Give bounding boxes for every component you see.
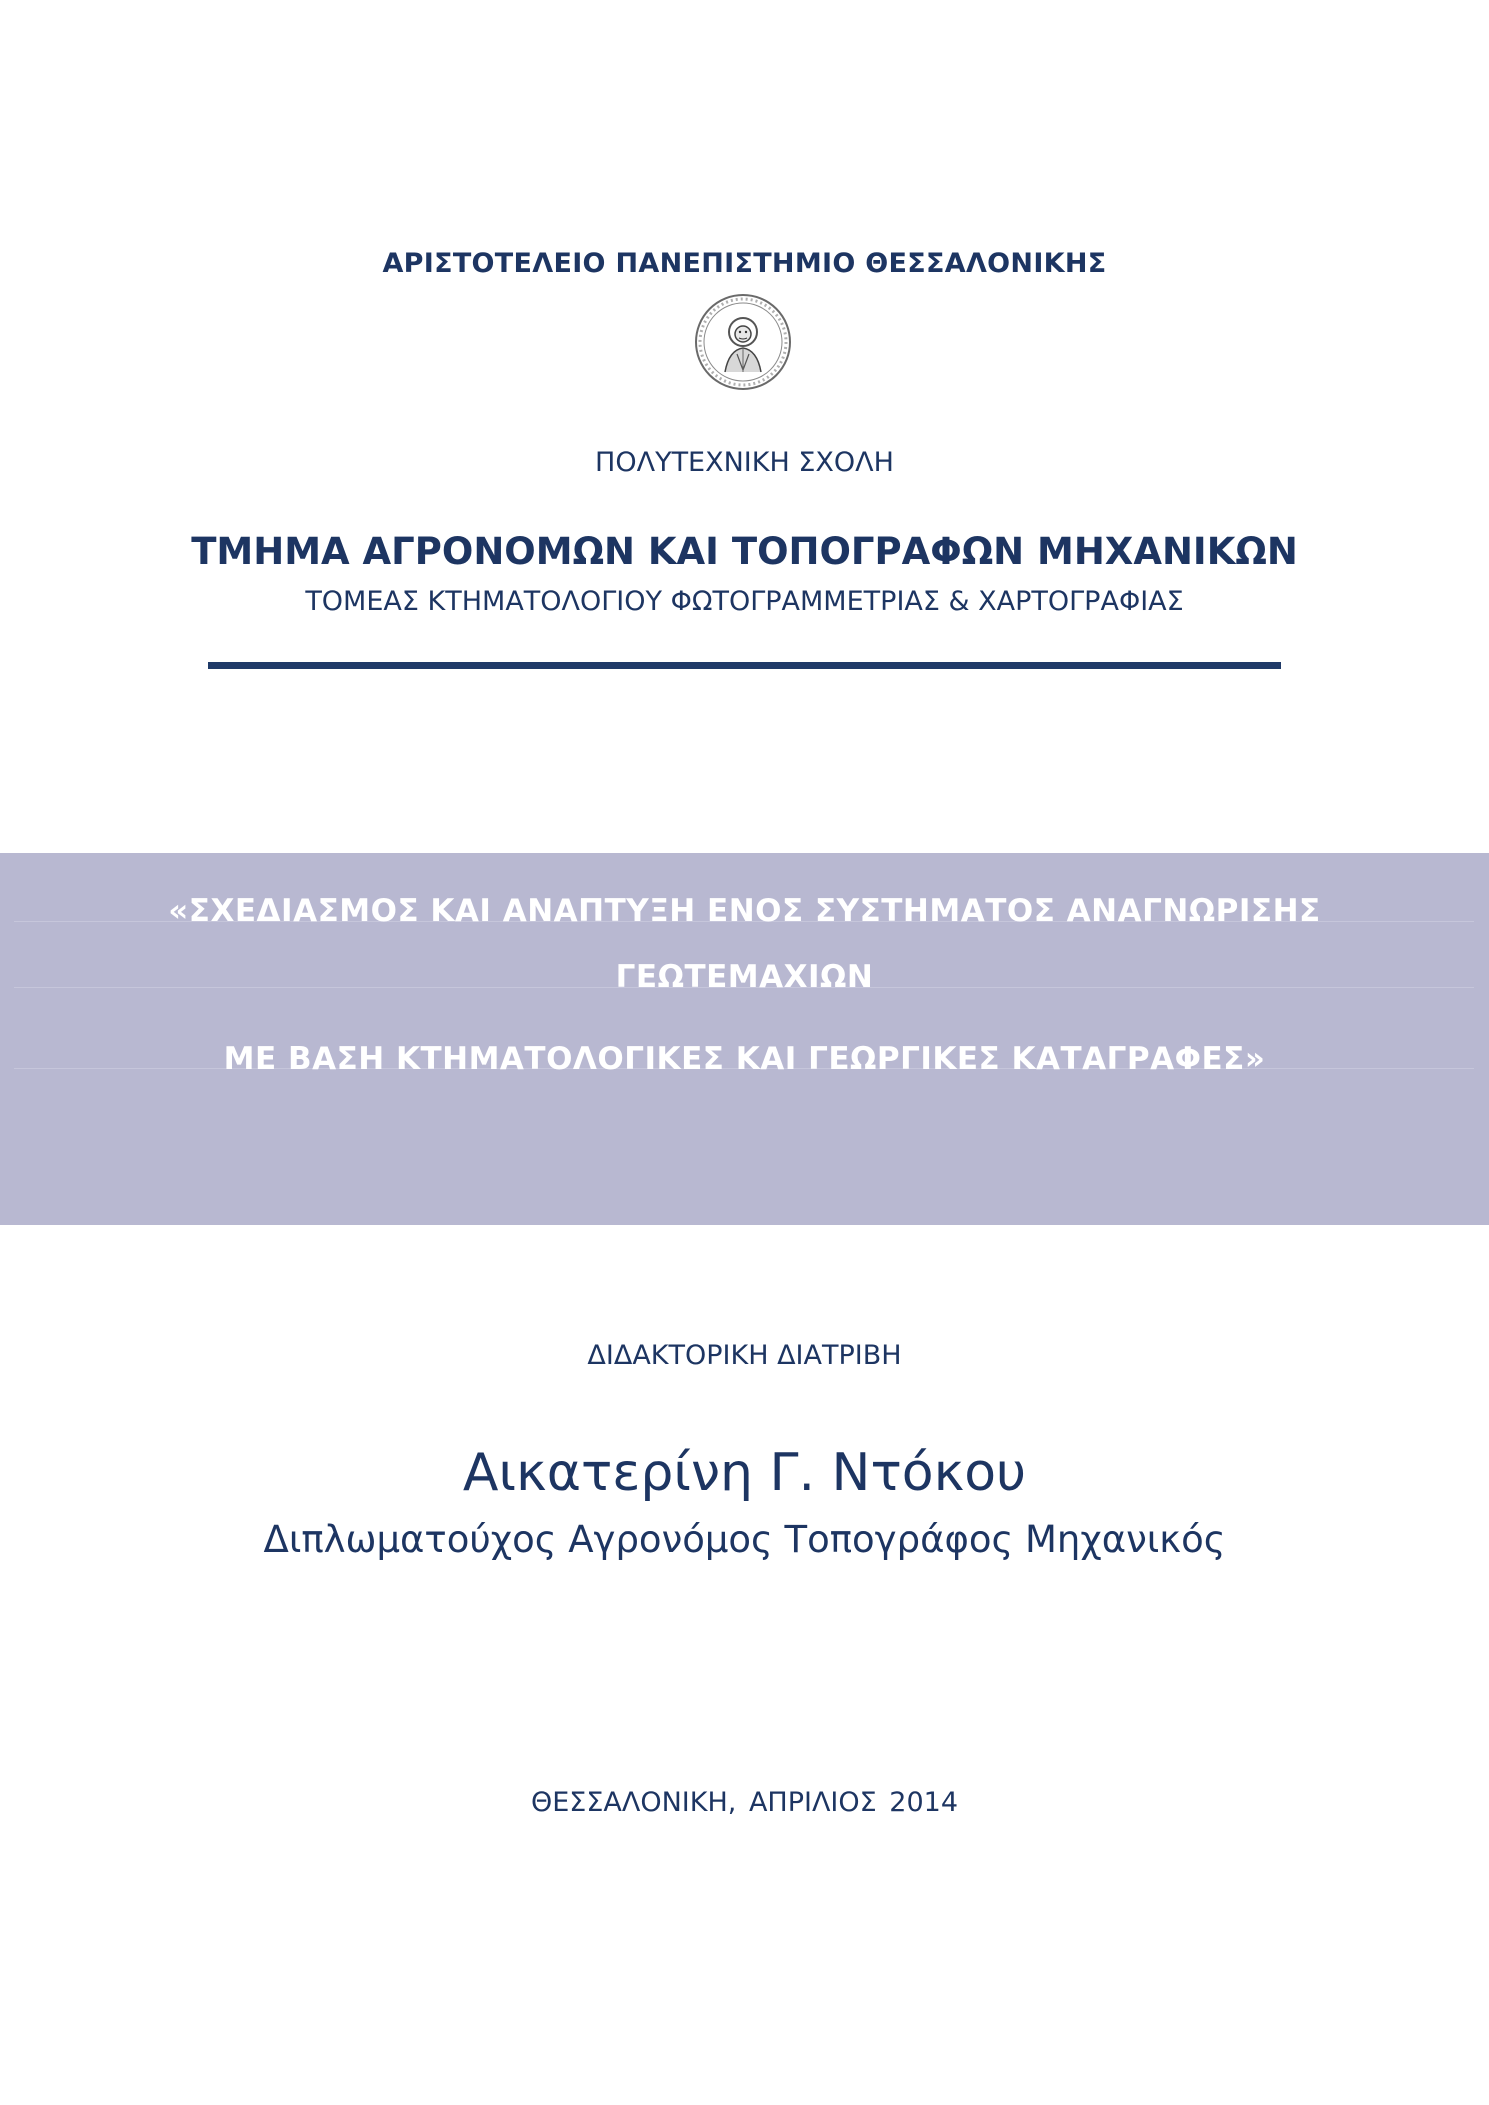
header-divider bbox=[208, 662, 1281, 669]
department-name: ΤΜΗΜΑ ΑΓΡΟΝΟΜΩΝ ΚΑΙ ΤΟΠΟΓΡΑΦΩΝ ΜΗΧΑΝΙΚΩΝ bbox=[191, 530, 1298, 573]
university-seal-icon bbox=[693, 292, 793, 392]
sector-name: ΤΟΜΕΑΣ ΚΤΗΜΑΤΟΛΟΓΙΟΥ ΦΩΤΟΓΡΑΜΜΕΤΡΙΑΣ & ΧΑΡΤΟΓΡΑΦΙΑΣ bbox=[305, 586, 1184, 617]
author-name: Αικατερίνη Γ. Ντόκου bbox=[462, 1443, 1027, 1503]
document-type: ΔΙΔΑΚΤΟΡΙΚΗ ΔΙΑΤΡΙΒΗ bbox=[587, 1340, 902, 1371]
thesis-title-line-2: ΓΕΩΤΕΜΑΧΙΩΝ bbox=[615, 959, 874, 995]
place-and-date: ΘΕΣΣΑΛΟΝΙΚΗ, ΑΠΡΙΛΙΟΣ 2014 bbox=[530, 1787, 958, 1818]
thesis-title-line-3: ΜΕ ΒΑΣΗ ΚΤΗΜΑΤΟΛΟΓΙΚΕΣ ΚΑΙ ΓΕΩΡΓΙΚΕΣ ΚΑΤΑΓΡΑΦΕΣ» bbox=[223, 1041, 1266, 1077]
author-degree: Διπλωματούχος Αγρονόμος Τοπογράφος Μηχανικός bbox=[263, 1518, 1226, 1561]
school-name: ΠΟΛΥΤΕΧΝΙΚΗ ΣΧΟΛΗ bbox=[595, 447, 894, 478]
university-name: ΑΡΙΣΤΟΤΕΛΕΙΟ ΠΑΝΕΠΙΣΤΗΜΙΟ ΘΕΣΣΑΛΟΝΙΚΗΣ bbox=[382, 248, 1107, 279]
title-band bbox=[0, 853, 1489, 1225]
thesis-title-line-1: «ΣΧΕΔΙΑΣΜΟΣ ΚΑΙ ΑΝΑΠΤΥΞΗ ΕΝΟΣ ΣΥΣΤΗΜΑΤΟΣ ΑΝΑΓΝΩΡΙΣΗΣ bbox=[168, 893, 1321, 929]
